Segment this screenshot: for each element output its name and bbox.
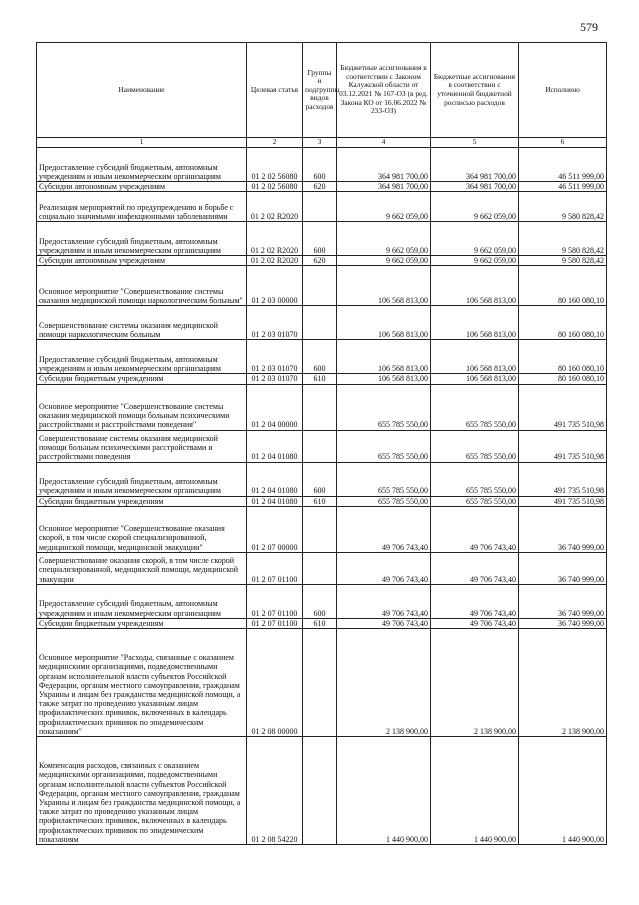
column-number-row bbox=[37, 138, 607, 148]
row-law-amount: 364 981 700,00 bbox=[337, 148, 431, 182]
row-law-amount: 106 568 813,00 bbox=[337, 266, 431, 306]
row-name: Совершенствование системы оказания медицинской помощи наркологическим больным bbox=[37, 306, 247, 340]
table-row bbox=[37, 306, 607, 340]
header-name: Наименование bbox=[37, 43, 247, 138]
row-group bbox=[303, 736, 337, 844]
row-executed-amount: 9 580 828,42 bbox=[519, 192, 607, 222]
row-law-amount: 9 662 059,00 bbox=[337, 192, 431, 222]
row-schedule-amount: 655 785 550,00 bbox=[431, 384, 519, 430]
row-target-code: 01 2 08 00000 bbox=[247, 628, 303, 736]
header-executed: Исполнено bbox=[519, 43, 607, 138]
row-law-amount: 2 138 900,00 bbox=[337, 628, 431, 736]
row-executed-amount: 2 138 900,00 bbox=[519, 628, 607, 736]
row-target-code: 01 2 02 R2020 bbox=[247, 192, 303, 222]
table-row bbox=[37, 340, 607, 374]
row-schedule-amount: 106 568 813,00 bbox=[431, 340, 519, 374]
row-schedule-amount: 106 568 813,00 bbox=[431, 266, 519, 306]
row-executed-amount: 46 511 999,00 bbox=[519, 182, 607, 192]
row-executed-amount: 491 735 510,98 bbox=[519, 430, 607, 462]
table-row bbox=[37, 736, 607, 844]
table-row bbox=[37, 506, 607, 552]
row-target-code: 01 2 02 56080 bbox=[247, 182, 303, 192]
row-executed-amount: 80 160 080,10 bbox=[519, 306, 607, 340]
row-target-code: 01 2 02 56080 bbox=[247, 148, 303, 182]
row-name: Субсидии бюджетным учреждениям bbox=[37, 374, 247, 384]
row-group: 610 bbox=[303, 496, 337, 506]
row-group bbox=[303, 506, 337, 552]
table-row bbox=[37, 584, 607, 618]
row-target-code: 01 2 04 01080 bbox=[247, 430, 303, 462]
row-executed-amount: 80 160 080,10 bbox=[519, 340, 607, 374]
row-name: Субсидии бюджетным учреждениям bbox=[37, 496, 247, 506]
row-law-amount: 364 981 700,00 bbox=[337, 182, 431, 192]
row-target-code: 01 2 03 00000 bbox=[247, 266, 303, 306]
row-target-code: 01 2 03 01070 bbox=[247, 340, 303, 374]
row-schedule-amount: 364 981 700,00 bbox=[431, 148, 519, 182]
row-schedule-amount: 49 706 743,40 bbox=[431, 584, 519, 618]
row-group: 600 bbox=[303, 148, 337, 182]
row-name: Реализация мероприятий по предупреждению и борьбе с социально значимыми инфекционными заболеваниями bbox=[37, 192, 247, 222]
row-group bbox=[303, 266, 337, 306]
row-law-amount: 9 662 059,00 bbox=[337, 222, 431, 256]
row-name: Предоставление субсидий бюджетным, автономным учреждениям и иным некоммерческим организациям bbox=[37, 148, 247, 182]
table-row bbox=[37, 384, 607, 430]
row-schedule-amount: 1 440 900,00 bbox=[431, 736, 519, 844]
table-row bbox=[37, 374, 607, 384]
row-executed-amount: 9 580 828,42 bbox=[519, 256, 607, 266]
row-name: Субсидии автономным учреждениям bbox=[37, 182, 247, 192]
row-schedule-amount: 106 568 813,00 bbox=[431, 306, 519, 340]
row-schedule-amount: 364 981 700,00 bbox=[431, 182, 519, 192]
row-law-amount: 655 785 550,00 bbox=[337, 430, 431, 462]
row-executed-amount: 80 160 080,10 bbox=[519, 374, 607, 384]
row-executed-amount: 491 735 510,98 bbox=[519, 496, 607, 506]
row-law-amount: 655 785 550,00 bbox=[337, 496, 431, 506]
table-row bbox=[37, 462, 607, 496]
table-row bbox=[37, 182, 607, 192]
row-law-amount: 106 568 813,00 bbox=[337, 306, 431, 340]
row-schedule-amount: 9 662 059,00 bbox=[431, 192, 519, 222]
row-group bbox=[303, 430, 337, 462]
row-group: 620 bbox=[303, 182, 337, 192]
row-law-amount: 49 706 743,40 bbox=[337, 584, 431, 618]
row-executed-amount: 36 740 999,00 bbox=[519, 506, 607, 552]
table-row bbox=[37, 618, 607, 628]
row-target-code: 01 2 02 R2020 bbox=[247, 256, 303, 266]
row-law-amount: 655 785 550,00 bbox=[337, 462, 431, 496]
row-executed-amount: 1 440 900,00 bbox=[519, 736, 607, 844]
table-row bbox=[37, 222, 607, 256]
row-executed-amount: 491 735 510,98 bbox=[519, 462, 607, 496]
row-group: 600 bbox=[303, 222, 337, 256]
row-law-amount: 49 706 743,40 bbox=[337, 506, 431, 552]
row-law-amount: 106 568 813,00 bbox=[337, 374, 431, 384]
column-number: 4 bbox=[337, 138, 431, 148]
column-number: 3 bbox=[303, 138, 337, 148]
row-law-amount: 9 662 059,00 bbox=[337, 256, 431, 266]
row-group bbox=[303, 384, 337, 430]
row-group: 610 bbox=[303, 374, 337, 384]
row-schedule-amount: 49 706 743,40 bbox=[431, 552, 519, 584]
row-schedule-amount: 106 568 813,00 bbox=[431, 374, 519, 384]
page-number: 579 bbox=[580, 20, 598, 34]
row-executed-amount: 80 160 080,10 bbox=[519, 266, 607, 306]
row-group bbox=[303, 306, 337, 340]
row-executed-amount: 46 511 999,00 bbox=[519, 148, 607, 182]
row-group bbox=[303, 192, 337, 222]
row-name: Предоставление субсидий бюджетным, автономным учреждениям и иным некоммерческим организациям bbox=[37, 222, 247, 256]
row-schedule-amount: 9 662 059,00 bbox=[431, 256, 519, 266]
row-target-code: 01 2 07 01100 bbox=[247, 584, 303, 618]
row-schedule-amount: 655 785 550,00 bbox=[431, 430, 519, 462]
header-law: Бюджетные ассигнования в соответствии с Законом Калужской области от 03.12.2021 № 167-ОЗ (в ред. Закона КО от 16.06.2022 № 233-ОЗ) bbox=[337, 43, 431, 138]
row-group bbox=[303, 628, 337, 736]
row-name: Основное мероприятие "Совершенствование оказания скорой, в том числе скорой специализированной, медицинской помощи, медицинской эвакуации" bbox=[37, 506, 247, 552]
row-law-amount: 1 440 900,00 bbox=[337, 736, 431, 844]
budget-table bbox=[36, 42, 607, 845]
row-name: Основное мероприятие "Совершенствование системы оказания медицинской помощи наркологическим больным" bbox=[37, 266, 247, 306]
row-schedule-amount: 49 706 743,40 bbox=[431, 618, 519, 628]
row-executed-amount: 36 740 999,00 bbox=[519, 584, 607, 618]
row-group: 600 bbox=[303, 584, 337, 618]
table-row bbox=[37, 496, 607, 506]
row-name: Компенсация расходов, связанных с оказанием медицинскими организациями, подведомственными органам исполнительной власти субъектов Российской Федерации, органам местного самоуправления, гражданам Украины и лицам без гражданства медицинской помощи, а также затрат по проведению указанным лицам профилактических прививок, включенных в календарь профилактических прививок по эпидемическим показаниям bbox=[37, 736, 247, 844]
row-executed-amount: 9 580 828,42 bbox=[519, 222, 607, 256]
row-schedule-amount: 2 138 900,00 bbox=[431, 628, 519, 736]
row-name: Совершенствование оказания скорой, в том числе скорой специализированной, медицинской помощи, медицинской эвакуации bbox=[37, 552, 247, 584]
table-row bbox=[37, 552, 607, 584]
row-name: Основное мероприятие "Расходы, связанные с оказанием медицинскими организациями, подведомственными органам исполнительной власти субъектов Российской Федерации, органам местного самоуправления, гражданам Украины и лицам без гражданства медицинской помощи, а также затрат по проведению указанным лицам профилактических прививок, включенных в календарь профилактических прививок по эпидемическим показаниям" bbox=[37, 628, 247, 736]
header-groups: Группы и подгруппы видов расходов bbox=[303, 43, 337, 138]
row-name: Предоставление субсидий бюджетным, автономным учреждениям и иным некоммерческим организациям bbox=[37, 462, 247, 496]
row-target-code: 01 2 03 01070 bbox=[247, 306, 303, 340]
row-group bbox=[303, 552, 337, 584]
row-schedule-amount: 655 785 550,00 bbox=[431, 462, 519, 496]
row-law-amount: 106 568 813,00 bbox=[337, 340, 431, 374]
table-row bbox=[37, 256, 607, 266]
row-name: Субсидии автономным учреждениям bbox=[37, 256, 247, 266]
row-name: Субсидии бюджетным учреждениям bbox=[37, 618, 247, 628]
row-target-code: 01 2 07 01100 bbox=[247, 552, 303, 584]
row-name: Совершенствование системы оказания медицинской помощи больным психическими расстройствами и расстройствами поведения bbox=[37, 430, 247, 462]
row-target-code: 01 2 02 R2020 bbox=[247, 222, 303, 256]
row-schedule-amount: 9 662 059,00 bbox=[431, 222, 519, 256]
row-executed-amount: 491 735 510,98 bbox=[519, 384, 607, 430]
row-target-code: 01 2 04 01080 bbox=[247, 462, 303, 496]
row-executed-amount: 36 740 999,00 bbox=[519, 618, 607, 628]
row-executed-amount: 36 740 999,00 bbox=[519, 552, 607, 584]
row-law-amount: 49 706 743,40 bbox=[337, 552, 431, 584]
table-row bbox=[37, 192, 607, 222]
row-target-code: 01 2 04 01080 bbox=[247, 496, 303, 506]
row-target-code: 01 2 07 01100 bbox=[247, 618, 303, 628]
row-group: 610 bbox=[303, 618, 337, 628]
column-number: 2 bbox=[247, 138, 303, 148]
row-target-code: 01 2 04 00000 bbox=[247, 384, 303, 430]
column-number: 5 bbox=[431, 138, 519, 148]
row-target-code: 01 2 03 01070 bbox=[247, 374, 303, 384]
column-number: 6 bbox=[519, 138, 607, 148]
row-group: 620 bbox=[303, 256, 337, 266]
row-target-code: 01 2 07 00000 bbox=[247, 506, 303, 552]
row-group: 600 bbox=[303, 462, 337, 496]
row-schedule-amount: 655 785 550,00 bbox=[431, 496, 519, 506]
row-group: 600 bbox=[303, 340, 337, 374]
row-name: Предоставление субсидий бюджетным, автономным учреждениям и иным некоммерческим организациям bbox=[37, 584, 247, 618]
header-target: Целевая статья bbox=[247, 43, 303, 138]
row-law-amount: 49 706 743,40 bbox=[337, 618, 431, 628]
row-law-amount: 655 785 550,00 bbox=[337, 384, 431, 430]
table-row bbox=[37, 430, 607, 462]
row-name: Предоставление субсидий бюджетным, автономным учреждениям и иным некоммерческим организациям bbox=[37, 340, 247, 374]
row-name: Основное мероприятие "Совершенствование системы оказания медицинской помощи больным психическими расстройствами и расстройствами поведения" bbox=[37, 384, 247, 430]
table-row bbox=[37, 628, 607, 736]
row-schedule-amount: 49 706 743,40 bbox=[431, 506, 519, 552]
row-target-code: 01 2 08 54220 bbox=[247, 736, 303, 844]
table-row bbox=[37, 266, 607, 306]
table-row bbox=[37, 148, 607, 182]
column-number: 1 bbox=[37, 138, 247, 148]
header-schedule: Бюджетные ассигнования в соответствии с уточненной бюджетной росписью расходов bbox=[431, 43, 519, 138]
header-row bbox=[37, 43, 607, 138]
